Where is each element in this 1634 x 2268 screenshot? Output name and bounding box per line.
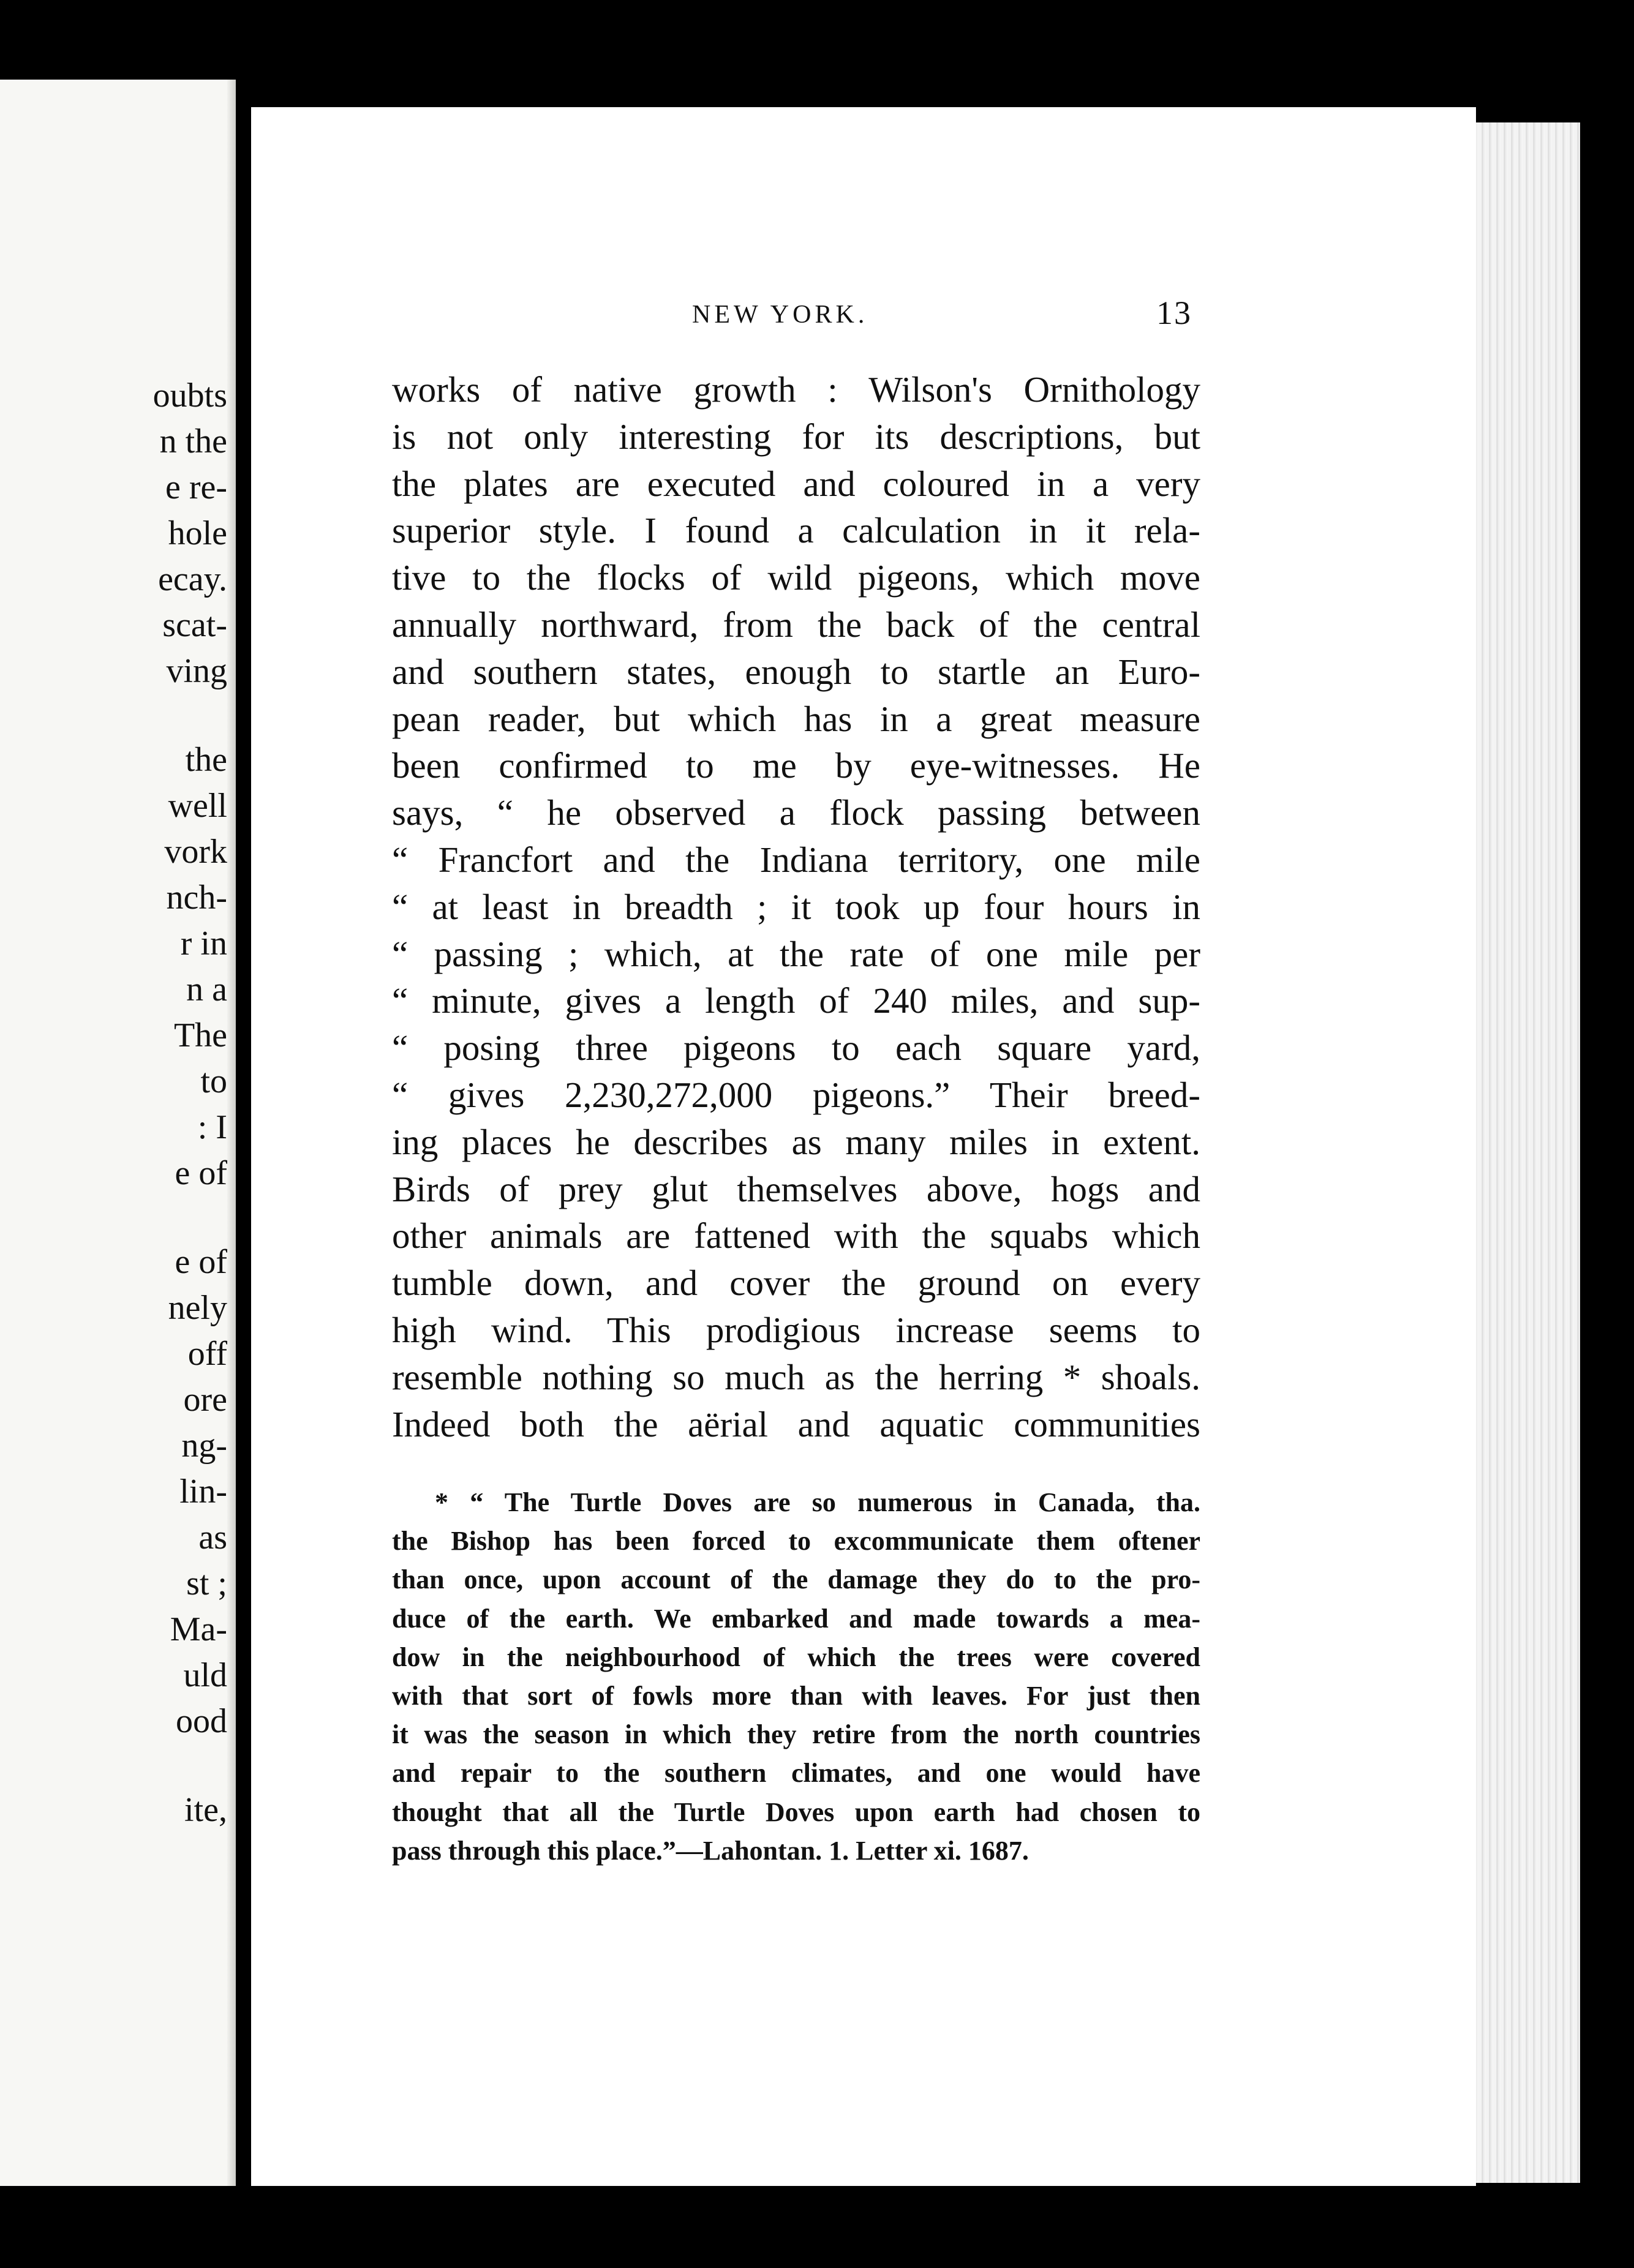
footnote-line: pass through this place.”—Lahontan. 1. Letter xi. 1687. [392,1835,1029,1866]
body-line: “ minute, gives a length of 240 miles, and sup- [392,980,1200,1021]
body-line: superior style. I found a calculation in it rela- [392,510,1200,551]
body-line: other animals are fattened with the squabs which [392,1215,1200,1256]
footnote-line: the Bishop has been forced to excommunicate them oftener [392,1526,1200,1556]
left-fragment: vork [164,833,227,871]
footnote [392,1483,1200,1870]
left-fragment: n a [186,971,227,1008]
body-line: “ posing three pigeons to each square yard, [392,1027,1200,1068]
footnote-line: and repair to the southern climates, and one would have [392,1758,1200,1789]
body-line: pean reader, but which has in a great measure [392,698,1200,739]
footnote-line: * “ The Turtle Doves are so numerous in Canada, tha. [435,1487,1200,1517]
left-fragment: n the [159,422,227,460]
body-text [392,366,1200,1448]
left-fragment: hole [168,514,227,552]
footnote-line: duce of the earth. We embarked and made towards a mea- [392,1603,1200,1634]
footnote-line: than once, upon account of the damage they do to the pro- [392,1564,1200,1595]
left-fragment: st ; [186,1564,227,1602]
left-fragment: off [187,1335,227,1373]
footnote-line: it was the season in which they retire from the north countries [392,1719,1200,1750]
left-fragment: ore [183,1381,227,1419]
body-line: is not only interesting for its descriptions, but [392,416,1200,457]
body-line: ing places he describes as many miles in extent. [392,1121,1200,1162]
body-line: been confirmed to me by eye-witnesses. He [392,745,1200,786]
footnote-line: dow in the neighbourhood of which the trees were covered [392,1642,1200,1672]
body-line: “ gives 2,230,272,000 pigeons.” Their breed- [392,1074,1200,1115]
body-line: “ passing ; which, at the rate of one mile per [392,933,1200,974]
body-line: annually northward, from the back of the central [392,604,1200,645]
left-fragment: scat- [162,606,227,644]
left-fragment: uld [183,1656,227,1694]
left-fragment: ng- [181,1427,227,1465]
footnote-line: with that sort of fowls more than with leaves. For just then [392,1680,1200,1711]
footnote-line: thought that all the Turtle Doves upon earth had chosen to [392,1797,1200,1827]
body-line: “ at least in breadth ; it took up four hours in [392,886,1200,927]
left-fragment: well [168,787,227,825]
left-fragment: ecay. [158,560,227,598]
left-fragment: lin- [179,1473,227,1511]
body-line: high wind. This prodigious increase seems to [392,1309,1200,1350]
body-line: resemble nothing so much as the herring * shoals. [392,1356,1200,1397]
left-fragment: ving [166,652,227,690]
left-page-gutter [227,80,236,2186]
body-line: Indeed both the aërial and aquatic communities [392,1403,1200,1444]
left-fragment: The [173,1016,227,1054]
left-fragment: : I [197,1108,227,1146]
left-fragment: ite, [184,1791,227,1829]
body-line: tive to the flocks of wild pigeons, which move [392,557,1200,598]
left-fragment: e re- [165,468,227,506]
left-fragment: ood [176,1702,227,1740]
left-fragment: r in [180,925,227,963]
left-page [0,80,236,2186]
running-head: NEW YORK. [692,301,868,329]
left-fragment: e of [175,1243,227,1281]
body-line: the plates are executed and coloured in a very [392,463,1200,504]
left-fragment: e of [175,1154,227,1192]
left-fragment: Ma- [170,1610,227,1648]
left-fragment: as [198,1519,227,1556]
left-page-text-column [0,80,236,2186]
left-fragment: the [185,741,227,779]
body-line: and southern states, enough to startle an Euro- [392,651,1200,692]
left-fragment: to [200,1062,227,1100]
body-line: works of native growth : Wilson's Ornithology [392,369,1200,410]
body-line: tumble down, and cover the ground on every [392,1263,1200,1304]
body-line: says, “ he observed a flock passing between [392,792,1200,833]
left-fragment: nch- [166,879,227,917]
left-fragment: nely [168,1289,227,1327]
body-line: “ Francfort and the Indiana territory, one mile [392,839,1200,880]
left-fragment: oubts [152,377,227,415]
page-number: 13 [1156,295,1192,331]
body-line: Birds of prey glut themselves above, hogs and [392,1168,1200,1209]
